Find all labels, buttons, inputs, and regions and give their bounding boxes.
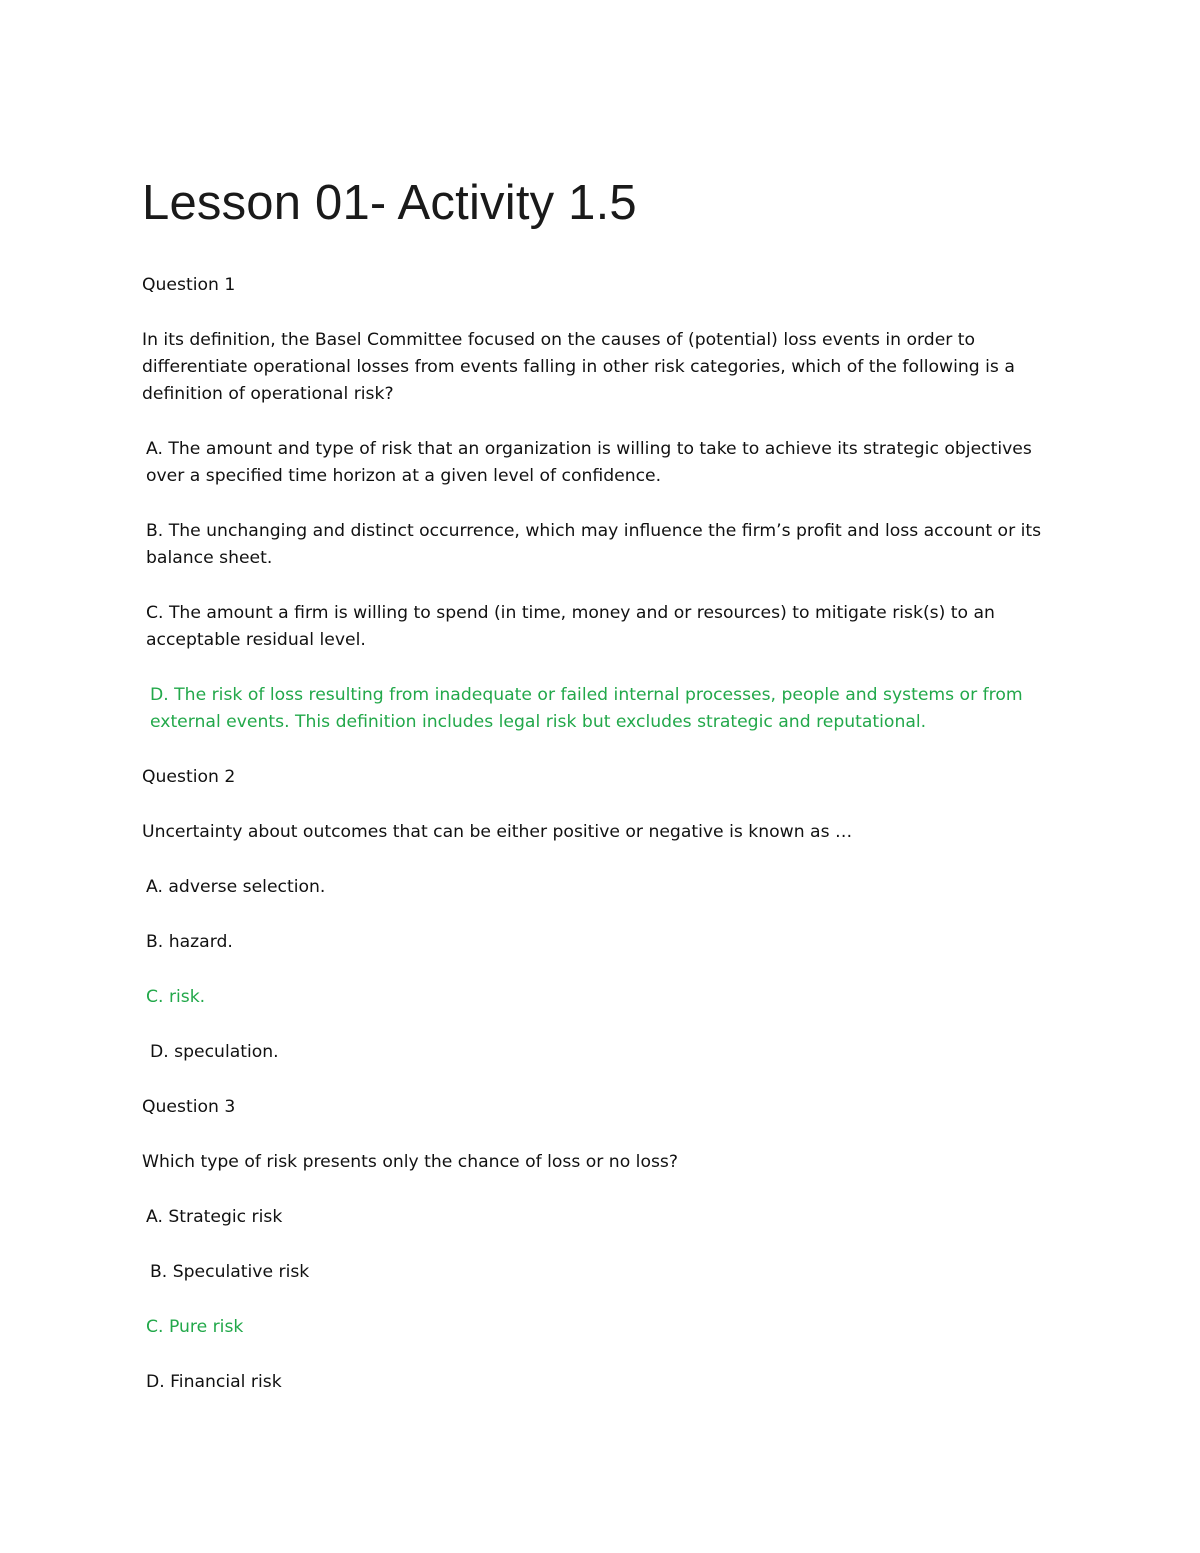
option-letter: D. (146, 1372, 165, 1392)
option-text: speculation. (174, 1042, 279, 1062)
option-text: hazard. (168, 932, 233, 952)
page-title: Lesson 01- Activity 1.5 (142, 176, 637, 230)
option-text: Pure risk (168, 1317, 244, 1337)
answer-option (142, 1204, 1062, 1231)
option-letter: A. (146, 439, 163, 459)
option-letter: C. (146, 1317, 164, 1337)
question-prompt: In its definition, the Basel Committee focused on the causes of (potential) loss events in order to differentiate operational losses from events falling in other risk categories, which of the following is a definition of operational risk? (142, 330, 1015, 404)
answer-option (142, 929, 1062, 956)
correct-answer-option (142, 984, 1062, 1011)
answer-option (142, 874, 1062, 901)
option-text: The amount and type of risk that an organization is willing to take to achieve its strategic objectives over a specified time horizon at a given level of confidence. (146, 439, 1032, 486)
option-text: The risk of loss resulting from inadequate or failed internal processes, people and systems or from external events. This definition includes legal risk but excludes strategic and reputational. (150, 685, 1023, 732)
question-prompt: Which type of risk presents only the chance of loss or no loss? (142, 1152, 679, 1172)
question-heading: Question 3 (142, 1097, 236, 1117)
option-letter: B. (146, 932, 164, 952)
correct-answer-option (142, 1314, 1062, 1341)
answer-option (142, 1259, 1062, 1286)
option-letter: C. (146, 603, 164, 623)
option-text: risk. (168, 987, 206, 1007)
option-text: adverse selection. (168, 877, 326, 897)
answer-option (142, 1039, 1062, 1066)
question-prompt: Uncertainty about outcomes that can be either positive or negative is known as … (142, 822, 853, 842)
option-text: Speculative risk (172, 1262, 310, 1282)
option-text: The amount a firm is willing to spend (in time, money and or resources) to mitigate risk(s) to an acceptable residual level. (146, 603, 995, 650)
answer-option (142, 1369, 1062, 1396)
correct-answer-option (142, 682, 1062, 736)
question-heading: Question 2 (142, 767, 236, 787)
option-letter: D. (150, 685, 169, 705)
answer-option (142, 518, 1062, 572)
option-letter: A. (146, 1207, 163, 1227)
option-letter: D. (150, 1042, 169, 1062)
answer-option (142, 600, 1062, 654)
option-letter: B. (146, 521, 164, 541)
document-content (142, 172, 1062, 1424)
option-text: Strategic risk (168, 1207, 283, 1227)
option-text: The unchanging and distinct occurrence, which may influence the firm’s profit and loss account or its balance sheet. (146, 521, 1042, 568)
option-letter: B. (150, 1262, 168, 1282)
answer-option (142, 436, 1062, 490)
option-letter: A. (146, 877, 163, 897)
question-heading: Question 1 (142, 275, 236, 295)
option-text: Financial risk (170, 1372, 282, 1392)
option-letter: C. (146, 987, 164, 1007)
